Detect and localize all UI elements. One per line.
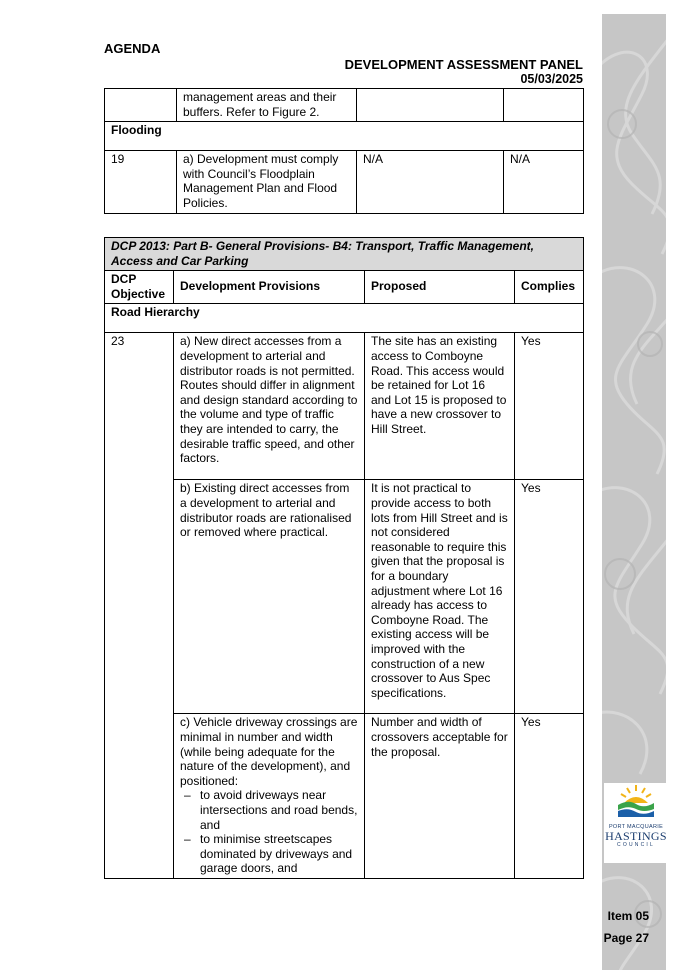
proposed-cell — [357, 89, 504, 122]
item-number: Item 05 — [607, 909, 649, 923]
section-title-road-hierarchy: Road Hierarchy — [105, 304, 584, 333]
provision-bullet-list — [180, 788, 358, 876]
provision-text: c) Vehicle driveway crossings are minimal in number and width (while being adequate for the nature of the development), and positioned: — [180, 715, 358, 788]
table-header-row — [105, 271, 584, 304]
section-row — [105, 304, 584, 333]
table-row — [105, 333, 584, 480]
section-row — [105, 122, 584, 151]
table-caption: DCP 2013: Part B- General Provisions- B4: Transport, Traffic Management, Access and Car Parking — [105, 238, 584, 271]
logo-text-council: COUNCIL — [617, 842, 655, 848]
provision-cell — [174, 714, 365, 879]
complies-cell: Yes — [515, 714, 584, 879]
proposed-cell: N/A — [357, 151, 504, 213]
table-row — [105, 151, 584, 213]
logo-sun-waves-icon — [616, 783, 656, 817]
column-header-provision: Development Provisions — [174, 271, 365, 304]
proposed-cell: The site has an existing access to Comboyne Road. This access would be retained for Lot 16 and Lot 15 is proposed to have a new crossover to Hill Street. — [365, 333, 515, 480]
council-logo — [604, 783, 668, 863]
proposed-cell: It is not practical to provide access to both lots from Hill Street and is not considered reasonable to require this given that the proposal is for a boundary adjustment where Lot 16 already has access to Comboyne Road. The existing access will be improved with the construction of a new crossover to Aus Spec specifications. — [365, 480, 515, 714]
section-title-flooding: Flooding — [105, 122, 584, 151]
page-number: Page 27 — [603, 931, 649, 945]
logo-text-port-macquarie: PORT MACQUARIE — [608, 824, 664, 830]
meeting-date: 05/03/2025 — [520, 72, 583, 86]
objective-cell: 23 — [105, 333, 174, 879]
table-row — [105, 480, 584, 714]
complies-cell — [504, 89, 584, 122]
objective-cell — [105, 89, 177, 122]
complies-cell: Yes — [515, 480, 584, 714]
agenda-heading: AGENDA — [104, 41, 161, 56]
table-row — [105, 714, 584, 879]
list-item: – to avoid driveways near intersections and road bends, and — [180, 788, 358, 832]
provision-cell: a) Development must comply with Council’s Floodplain Management Plan and Flood Policies. — [177, 151, 357, 213]
complies-cell: Yes — [515, 333, 584, 480]
provision-cell: b) Existing direct accesses from a development to arterial and distributor roads are rationalised or removed where practical. — [174, 480, 365, 714]
table-row — [105, 89, 584, 122]
column-header-complies: Complies — [515, 271, 584, 304]
transport-provisions-table — [104, 237, 584, 879]
provision-cell: a) New direct accesses from a development to arterial and distributor roads is not permitted. Routes should differ in alignment and design standard according to the volume and type of traffic they are intended to carry, the desirable traffic speed, and other factors. — [174, 333, 365, 480]
table-caption-row — [105, 238, 584, 271]
list-item: – to minimise streetscapes dominated by driveways and garage doors, and — [180, 832, 358, 876]
column-header-proposed: Proposed — [365, 271, 515, 304]
logo-text-hastings: HASTINGS — [605, 829, 667, 843]
provision-cell: management areas and their buffers. Refer to Figure 2. — [177, 89, 357, 122]
flooding-table — [104, 88, 584, 214]
complies-cell: N/A — [504, 151, 584, 213]
objective-cell: 19 — [105, 151, 177, 213]
column-header-objective: DCP Objective — [105, 271, 174, 304]
panel-heading: DEVELOPMENT ASSESSMENT PANEL — [344, 57, 583, 72]
proposed-cell: Number and width of crossovers acceptable for the proposal. — [365, 714, 515, 879]
